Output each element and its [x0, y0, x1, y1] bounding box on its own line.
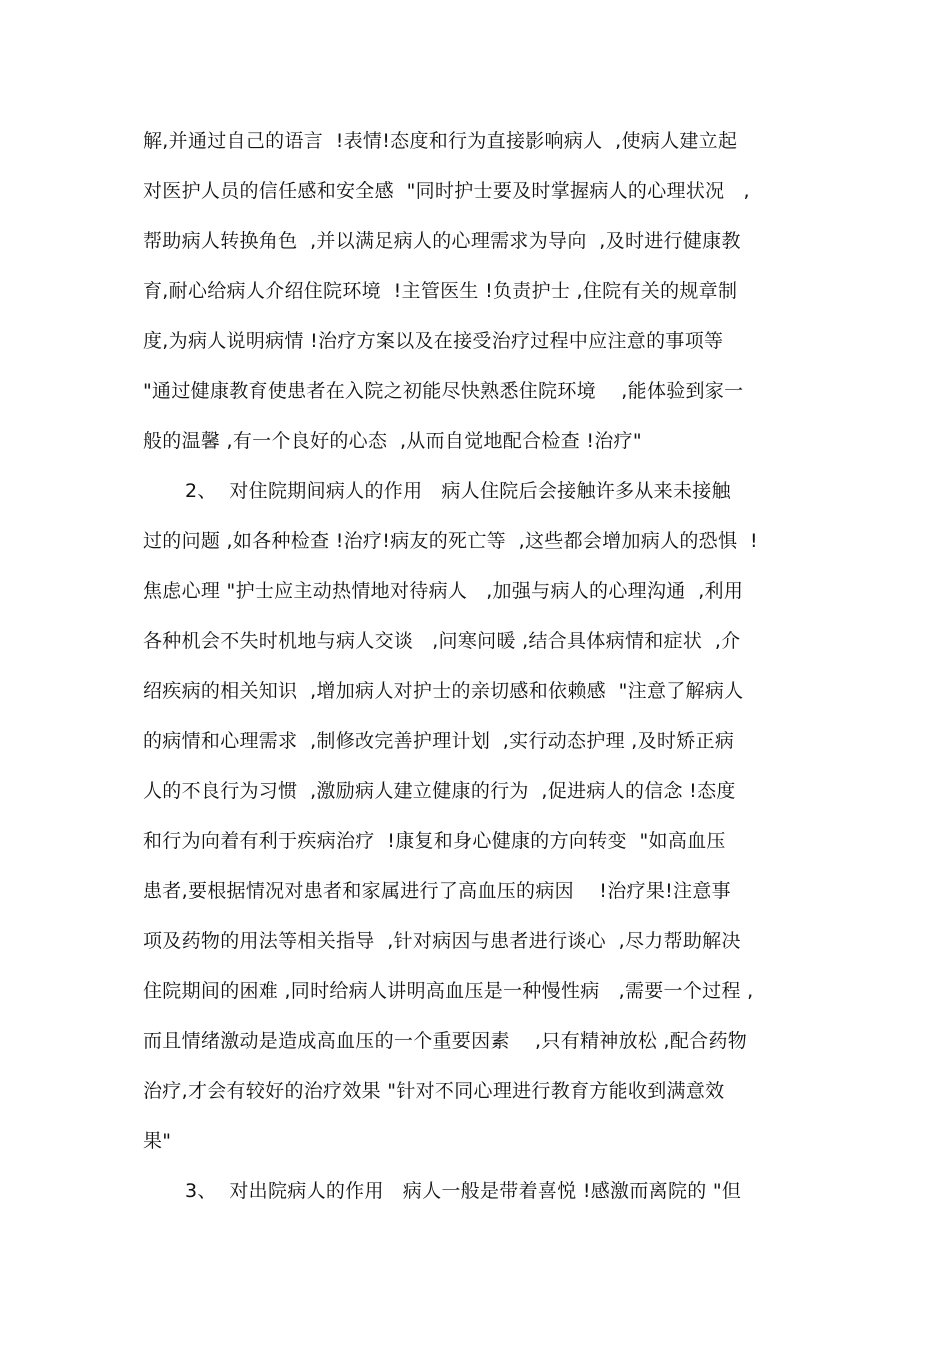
text-line: 项及药物的用法等相关指导 ,针对病因与患者进行谈心 ,尽力帮助解决: [143, 930, 741, 952]
text-line: 住院期间的困难 ,同时给病人讲明高血压是一种慢性病 ,需要一个过程 ,: [143, 980, 754, 1002]
text-line: 患者,要根据情况对患者和家属进行了高血压的病因 !治疗果!注意事: [143, 880, 731, 902]
text-line: 人的不良行为习惯 ,激励病人建立健康的行为 ,促进病人的信念 !态度: [143, 780, 736, 802]
text-line: 焦虑心理 "护士应主动热情地对待病人 ,加强与病人的心理沟通 ,利用: [143, 580, 744, 602]
section-heading-line: 3、 对出院病人的作用 病人一般是带着喜悦 !感激而离院的 "但: [185, 1180, 742, 1202]
text-line: 对医护人员的信任感和安全感 "同时护士要及时掌握病人的心理状况 ,: [143, 180, 750, 202]
text-line: 和行为向着有利于疾病治疗 !康复和身心健康的方向转变 "如高血压: [143, 830, 726, 852]
text-line: 育,耐心给病人介绍住院环境 !主管医生 !负责护士 ,住院有关的规章制: [143, 280, 738, 302]
text-line: 般的温馨 ,有一个良好的心态 ,从而自觉地配合检查 !治疗": [143, 430, 642, 452]
text-line: 的病情和心理需求 ,制修改完善护理计划 ,实行动态护理 ,及时矫正病: [143, 730, 735, 752]
text-line: "通过健康教育使患者在入院之初能尽快熟悉住院环境 ,能体验到家一: [143, 380, 744, 402]
text-line: 果": [143, 1130, 172, 1152]
text-line: 治疗,才会有较好的治疗效果 "针对不同心理进行教育方能收到满意效: [143, 1080, 725, 1102]
text-line: 过的问题 ,如各种检查 !治疗!病友的死亡等 ,这些都会增加病人的恐惧 !: [143, 530, 758, 552]
text-line: 解,并通过自己的语言 !表情!态度和行为直接影响病人 ,使病人建立起: [143, 130, 738, 152]
text-line: 各种机会不失时机地与病人交谈 ,问寒问暖 ,结合具体病情和症状 ,介: [143, 630, 741, 652]
text-line: 度,为病人说明病情 !治疗方案以及在接受治疗过程中应注意的事项等: [143, 330, 724, 352]
text-line: 绍疾病的相关知识 ,增加病人对护士的亲切感和依赖感 "注意了解病人: [143, 680, 744, 702]
section-heading-line: 2、 对住院期间病人的作用 病人住院后会接触许多从来未接触: [185, 480, 731, 502]
text-line: 而且情绪激动是造成高血压的一个重要因素 ,只有精神放松 ,配合药物: [143, 1030, 748, 1052]
text-line: 帮助病人转换角色 ,并以满足病人的心理需求为导向 ,及时进行健康教: [143, 230, 741, 252]
